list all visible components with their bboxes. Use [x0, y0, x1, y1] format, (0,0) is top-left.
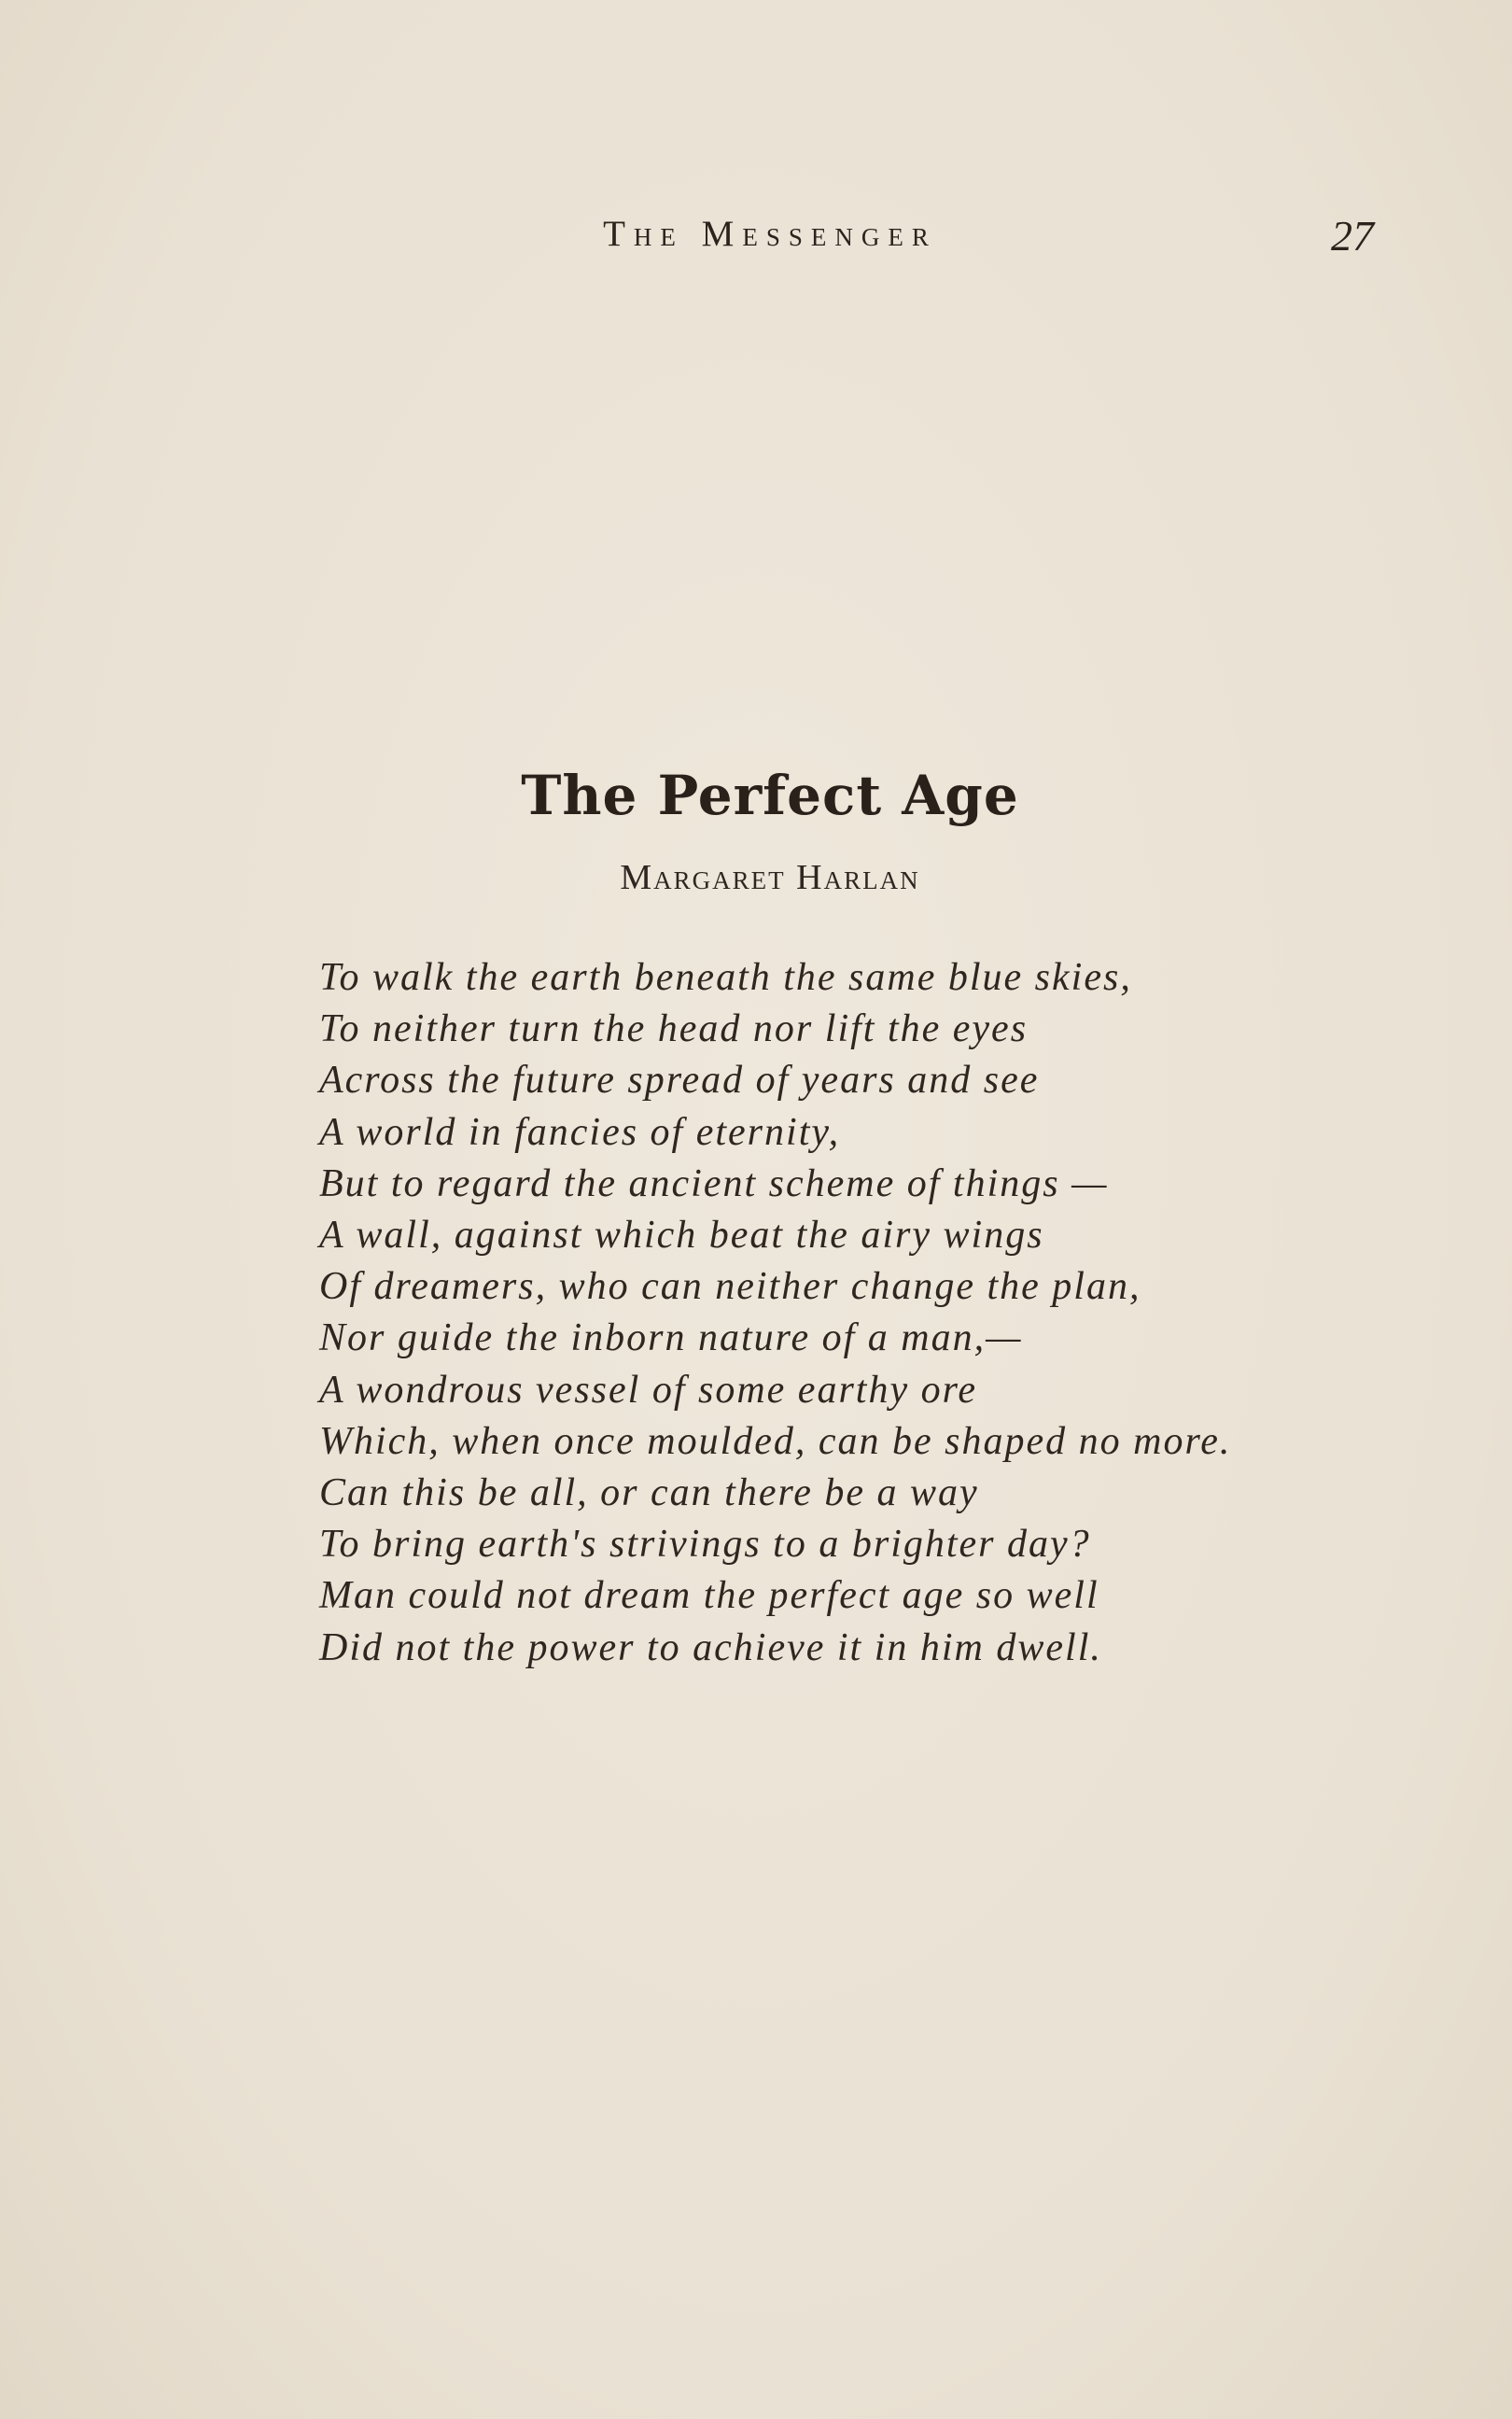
poem-line: A wall, against which beat the airy wings	[319, 1214, 1044, 1258]
poem-line: To bring earth's strivings to a brighter day?	[319, 1523, 1091, 1567]
poem-author: Margaret Harlan	[620, 858, 920, 897]
poem-line: A wondrous vessel of some earthy ore	[319, 1368, 978, 1412]
poem-line: To walk the earth beneath the same blue skies,	[319, 956, 1132, 999]
poem-line: Which, when once moulded, can be shaped no more.	[319, 1419, 1232, 1463]
poem-line: A world in fancies of eternity,	[319, 1110, 841, 1154]
poem-line: Did not the power to achieve it in him dwell.	[319, 1625, 1102, 1669]
poem-line: But to regard the ancient scheme of things —	[319, 1161, 1109, 1205]
poem-line: Nor guide the inborn nature of a man,—	[319, 1316, 1023, 1360]
page-number: 27	[1331, 212, 1374, 260]
poem-line: Man could not dream the perfect age so well	[319, 1574, 1099, 1618]
poem-line: To neither turn the head nor lift the eyes	[319, 1007, 1029, 1051]
poem-line: Across the future spread of years and see	[319, 1059, 1040, 1103]
poem-line: Of dreamers, who can neither change the plan,	[319, 1265, 1141, 1309]
running-head: The Messenger	[603, 214, 937, 254]
poem-title: The Perfect Age	[521, 764, 1019, 827]
poem-body	[319, 952, 1231, 1674]
poem-line: Can this be all, or can there be a way	[319, 1471, 979, 1515]
